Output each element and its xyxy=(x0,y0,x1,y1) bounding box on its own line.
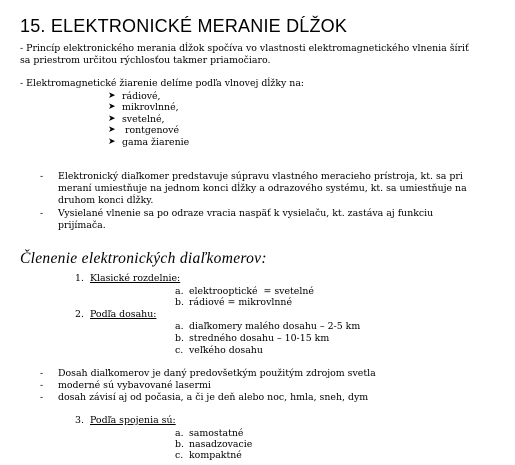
arrow-bullet-icon: ➤ xyxy=(108,113,116,124)
group-number: 2. xyxy=(75,309,84,320)
dash-bullet: - xyxy=(40,392,44,403)
sub-item-letter: a. xyxy=(175,321,184,332)
sub-item-text: samostatné xyxy=(189,428,244,439)
intro-line-2: sa priestrom určitou rýchlosťou takmer priamočiaro. xyxy=(20,55,271,66)
dash-bullet: - xyxy=(40,368,44,379)
intro-line-1: - Princíp elektronického merania dĺžok spočíva vo vlastnosti elektromagnetického vlnenia šíriť xyxy=(20,43,469,54)
group-label: Podľa spojenia sú: xyxy=(90,415,176,426)
sub-item-text: stredného dosahu – 10-15 km xyxy=(189,333,330,344)
dash-bullet: - xyxy=(40,171,44,182)
sub-item-text: rádiové = mikrovlnné xyxy=(189,297,292,308)
section-title: Členenie elektronických diaľkomerov: xyxy=(20,250,267,267)
wave-type-list xyxy=(108,91,189,148)
paragraph-1-line-1: Elektronický diaľkomer predstavuje súpravu vlastného meracieho prístroja, kt. sa pri xyxy=(58,171,463,182)
group-label: Podľa dosahu: xyxy=(90,309,157,320)
sub-item-letter: a. xyxy=(175,428,184,439)
sub-item-text: nasadzovacie xyxy=(189,439,253,450)
wave-type: gama žiarenie xyxy=(122,136,190,148)
arrow-bullet-icon: ➤ xyxy=(108,91,116,101)
list-item xyxy=(108,137,189,148)
list-item xyxy=(108,91,189,102)
sub-item-text: kompaktné xyxy=(189,450,242,461)
wave-type: rontgenové xyxy=(122,125,179,137)
sub-item-text: veľkého dosahu xyxy=(189,345,263,356)
dash-bullet: - xyxy=(40,208,44,219)
wave-type: rádiové, xyxy=(122,91,161,102)
note-item: Dosah diaľkomerov je daný predovšetkým použitým zdrojom svetla xyxy=(58,368,376,379)
note-item: dosah závisí aj od počasia, a či je deň alebo noc, hmla, sneh, dym xyxy=(58,392,369,403)
list-item xyxy=(108,125,189,136)
arrow-bullet-icon: ➤ xyxy=(108,102,116,113)
sub-item-text: elektrooptické = svetelné xyxy=(189,286,314,297)
sub-item-letter: b. xyxy=(175,297,184,308)
sub-item-text: diaľkomery malého dosahu – 2-5 km xyxy=(189,321,361,332)
note-item: moderné sú vybavované lasermi xyxy=(58,380,211,391)
wave-type: svetelné, xyxy=(122,113,165,125)
sub-item-letter: c. xyxy=(175,450,184,461)
paragraph-2-line-1: Vysielané vlnenie sa po odraze vracia naspäť k vysielaču, kt. zastáva aj funkciu xyxy=(58,208,434,219)
arrow-bullet-icon: ➤ xyxy=(108,136,116,147)
sub-item-letter: c. xyxy=(175,345,184,356)
paragraph-1-line-3: druhom konci dĺžky. xyxy=(58,195,154,206)
wave-type: mikrovlnné, xyxy=(122,102,179,114)
sub-item-letter: a. xyxy=(175,286,184,297)
arrow-bullet-icon: ➤ xyxy=(108,125,116,136)
list-item xyxy=(108,102,189,113)
group-number: 3. xyxy=(75,415,84,426)
group-label: Klasické rozdelnie: xyxy=(90,273,181,284)
dash-bullet: - xyxy=(40,380,44,391)
sub-item-letter: b. xyxy=(175,439,184,450)
paragraph-1-line-2: meraní umiestňuje na jednom konci dĺžky a odrazového systému, kt. sa umiestňuje na xyxy=(58,183,467,194)
waves-lead: - Elektromagnetické žiarenie delíme podľa vlnovej dĺžky na: xyxy=(20,78,305,89)
group-number: 1. xyxy=(75,273,84,284)
sub-item-letter: b. xyxy=(175,333,184,344)
list-item xyxy=(108,114,189,125)
page-title: 15. ELEKTRONICKÉ MERANIE DĹŽOK xyxy=(20,16,348,36)
paragraph-2-line-2: prijímača. xyxy=(58,220,106,231)
